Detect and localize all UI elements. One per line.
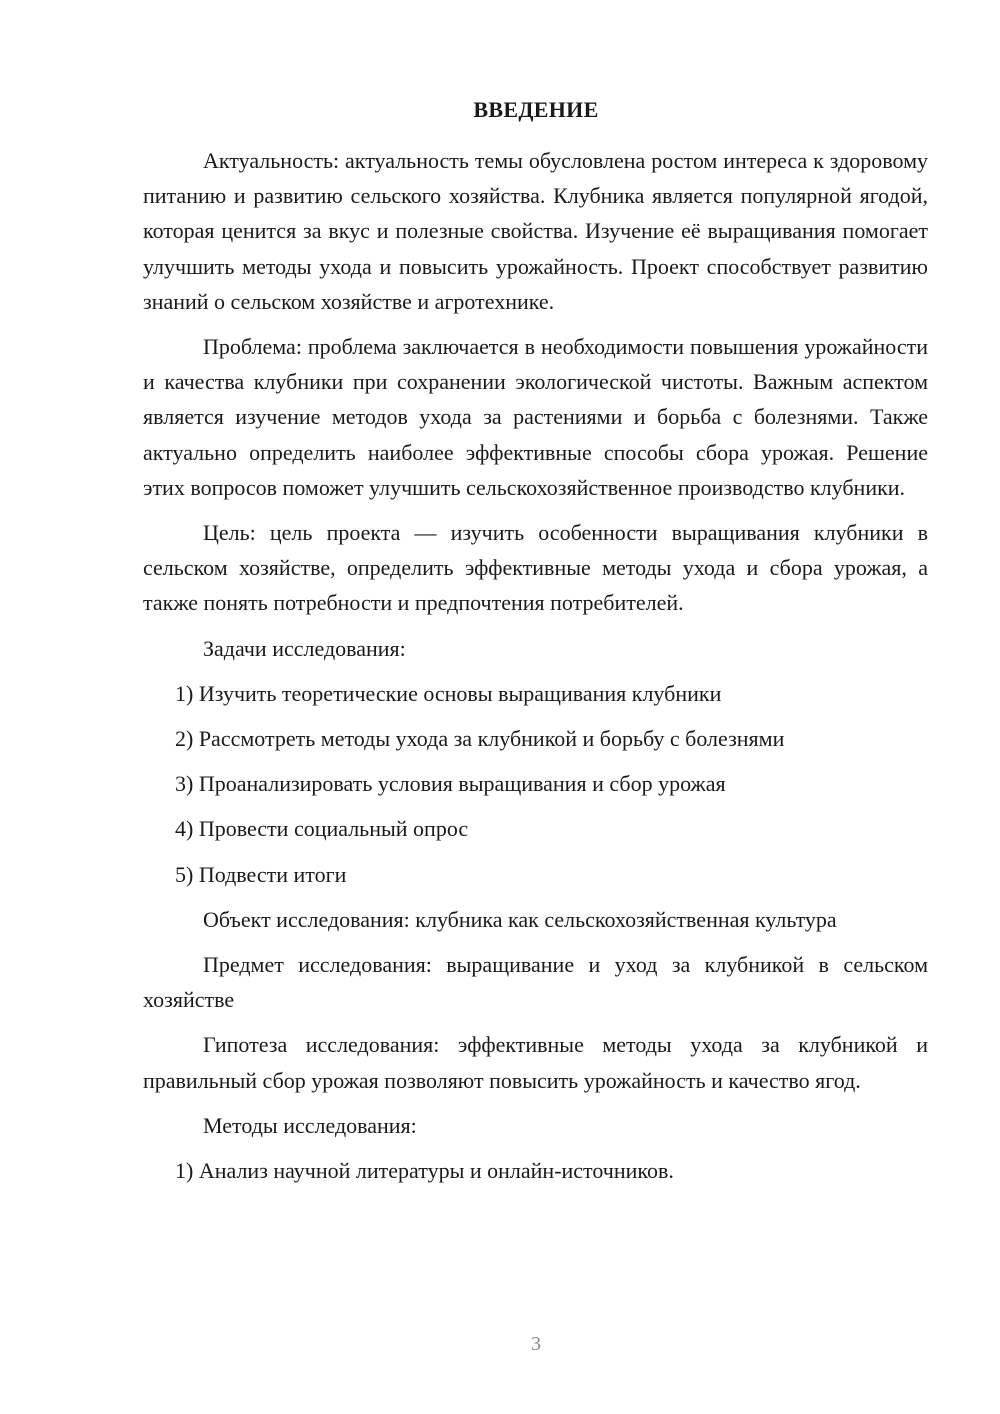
task-item-4: 4) Провести социальный опрос <box>175 816 469 842</box>
paragraph-subject: Предмет исследования: выращивание и уход за клубникой в сельском хозяйстве <box>143 952 928 1013</box>
paragraph-problem: Проблема: проблема заключается в необходимости повышения урожайности и качества клубники при сохранении экологической чистоты. Важным аспектом является изучение методов ухода за растениями и борьба с болезнями. Также актуально определить наиболее эффективные способы сбора урожая. Решение этих вопросов поможет улучшить сельскохозяйственное производство клубники. <box>143 334 928 500</box>
paragraph-relevance: Актуальность: актуальность темы обусловлена ростом интереса к здоровому питанию и развитию сельского хозяйства. Клубника является популярной ягодой, которая ценится за вкус и полезные свойства. Изучение её выращивания помогает улучшить методы ухода и повысить урожайность. Проект способствует развитию знаний о сельском хозяйстве и агротехнике. <box>143 148 928 314</box>
document-body <box>143 143 928 1188</box>
task-item-5: 5) Подвести итоги <box>175 861 347 887</box>
paragraph-object: Объект исследования: клубника как сельскохозяйственная культура <box>203 906 837 932</box>
methods-heading: Методы исследования: <box>203 1112 417 1138</box>
task-item-3: 3) Проанализировать условия выращивания и сбор урожая <box>175 771 726 797</box>
tasks-heading: Задачи исследования: <box>203 635 406 661</box>
paragraph-hypothesis: Гипотеза исследования: эффективные методы ухода за клубникой и правильный сбор урожая позволяют повысить урожайность и качество ягод. <box>143 1032 928 1093</box>
task-item-1: 1) Изучить теоретические основы выращивания клубники <box>175 680 722 706</box>
page-number: 3 <box>531 1333 541 1355</box>
paragraph-goal: Цель: цель проекта — изучить особенности выращивания клубники в сельском хозяйстве, определить эффективные методы ухода и сбора урожая, а также понять потребности и предпочтения потребителей. <box>143 520 928 616</box>
page-title: ВВЕДЕНИЕ <box>473 97 599 122</box>
task-item-2: 2) Рассмотреть методы ухода за клубникой и борьбу с болезнями <box>175 726 785 752</box>
method-item-1: 1) Анализ научной литературы и онлайн-источников. <box>175 1158 674 1184</box>
